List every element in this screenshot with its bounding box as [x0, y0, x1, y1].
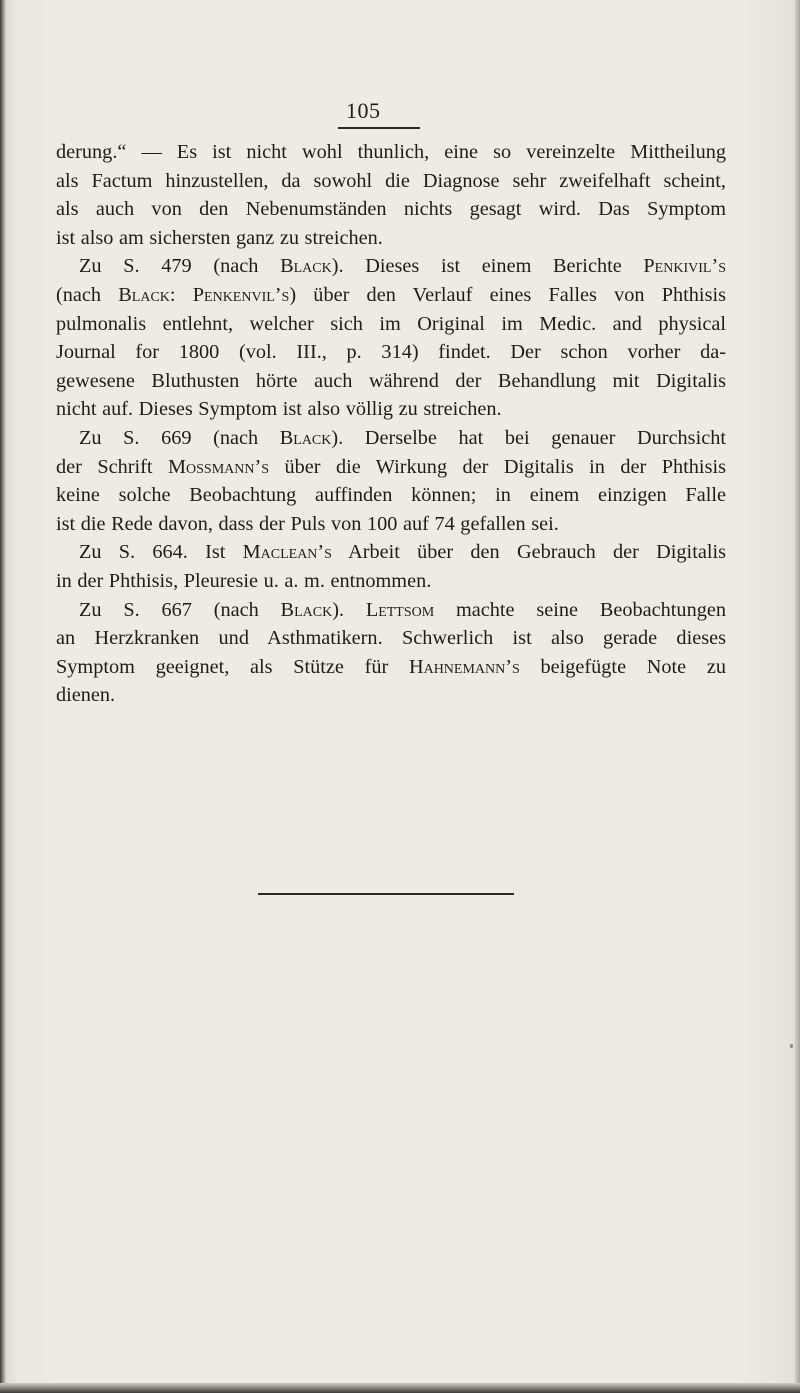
name-small-caps: Mossmann’s: [167, 455, 270, 478]
text-line: derung.“ — Es ist nicht wohl thunlich, eine so vereinzelte Mittheilung: [56, 141, 726, 163]
text-line: pulmonalis entlehnt, welcher sich im Original im Medic. and physical: [56, 312, 726, 335]
name-small-caps: Hahnemann’s: [408, 655, 520, 678]
page-right-edge: [795, 0, 800, 1393]
page-bottom-edge: [0, 1383, 800, 1393]
text-line: der Schrift Mossmann’s über die Wirkung der Digitalis in der Phthisis: [56, 455, 726, 478]
text-line: Journal for 1800 (vol. III., p. 314) findet. Der schon vorher da-: [56, 341, 726, 364]
text-line: keine solche Beobachtung auffinden können; in einem einzigen Falle: [56, 484, 726, 507]
text-line: Zu S. 664. Ist Maclean’s Arbeit über den Gebrauch der Digitalis: [79, 541, 726, 564]
text-line: an Herzkranken und Asthmatikern. Schwerlich ist also gerade dieses: [56, 627, 726, 650]
text-line: ist die Rede davon, dass der Puls von 100 auf 74 gefallen sei.: [56, 512, 559, 535]
text-line: in der Phthisis, Pleuresie u. a. m. entnommen.: [56, 569, 432, 592]
name-small-caps: Penkivil’s: [643, 255, 726, 278]
body-text: [56, 138, 726, 710]
page-number: 105: [346, 98, 381, 123]
text-line: als auch von den Nebenumständen nichts gesagt wird. Das Symptom: [56, 198, 726, 221]
name-small-caps: Penkenvil’s: [192, 283, 290, 306]
text-line: Symptom geeignet, als Stütze für Hahnemann’s beigefügte Note zu: [56, 655, 726, 678]
name-small-caps: Black: [280, 598, 333, 621]
name-small-caps: Black: [118, 283, 170, 306]
page-number-rule: [338, 127, 420, 129]
paper-speck: [790, 1044, 793, 1048]
text-line: als Factum hinzustellen, da sowohl die Diagnose sehr zweifelhaft scheint,: [56, 169, 726, 192]
section-end-rule: [258, 893, 514, 895]
text-line: Zu S. 667 (nach Black). Lettsom machte seine Beobachtungen: [79, 598, 726, 621]
text-line: dienen.: [56, 684, 116, 707]
text-line: ist also am sichersten ganz zu streichen.: [56, 226, 383, 249]
name-small-caps: Lettsom: [365, 598, 435, 621]
name-small-caps: Maclean’s: [242, 541, 332, 564]
name-small-caps: Black: [280, 255, 332, 278]
name-small-caps: Black: [279, 426, 332, 449]
text-line: nicht auf. Dieses Symptom ist also völlig zu streichen.: [56, 398, 502, 421]
text-line: (nach Black: Penkenvil’s) über den Verlauf eines Falles von Phthisis: [56, 283, 726, 306]
text-line: Zu S. 479 (nach Black). Dieses ist einem Berichte Penkivil’s: [79, 255, 726, 278]
page-binding-edge: [0, 0, 6, 1393]
text-line: Zu S. 669 (nach Black). Derselbe hat bei genauer Durchsicht: [79, 426, 726, 449]
text-line: gewesene Bluthusten hörte auch während der Behandlung mit Digitalis: [56, 369, 726, 392]
